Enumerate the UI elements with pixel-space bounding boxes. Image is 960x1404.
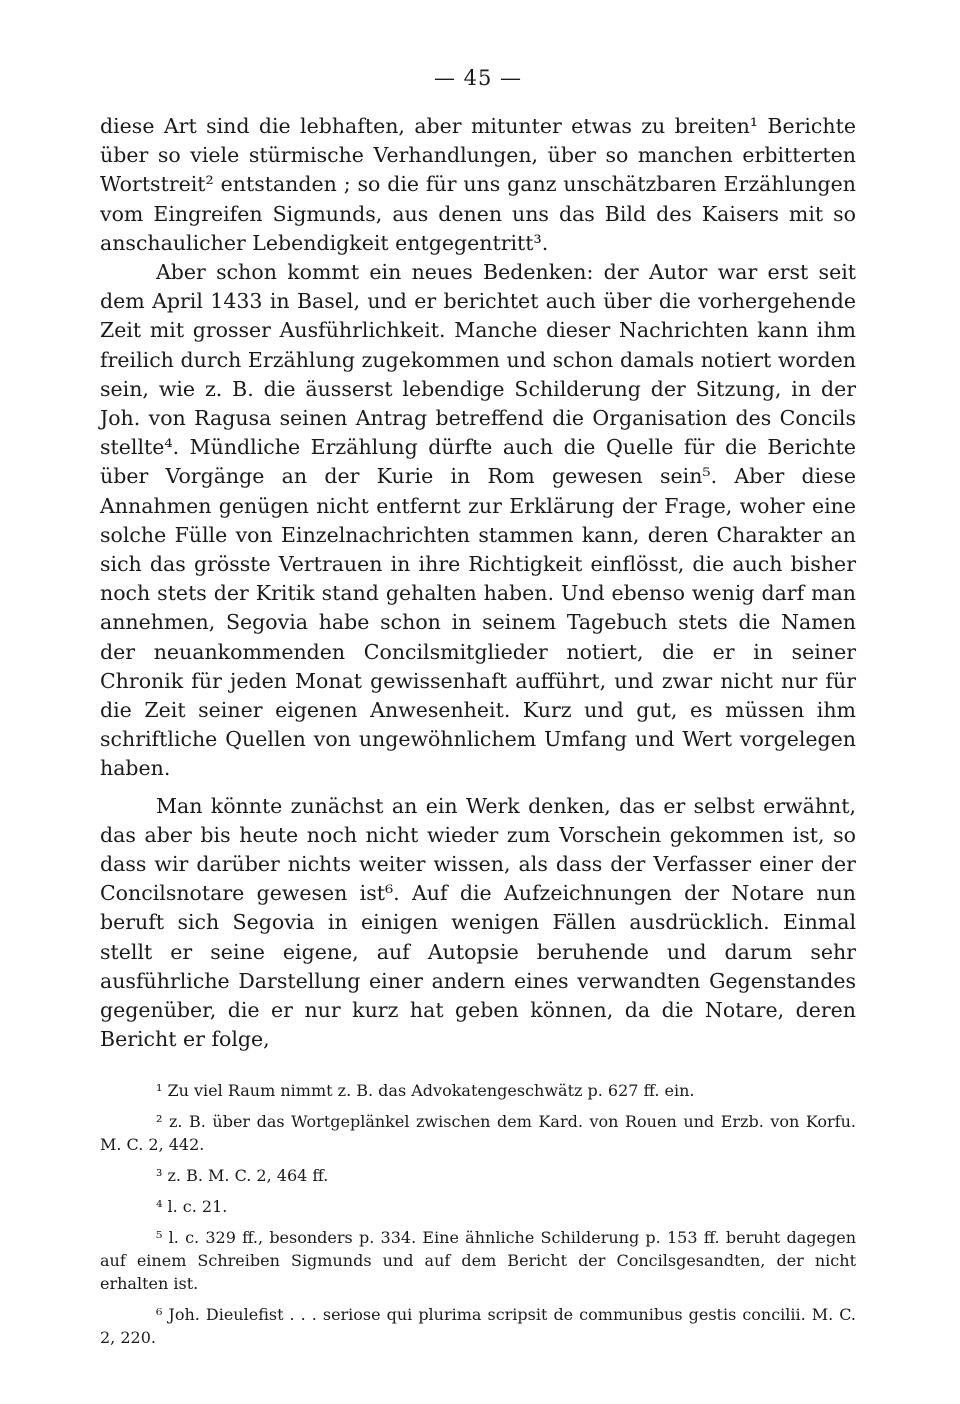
footnote-4: ⁴ l. c. 21.: [156, 1196, 228, 1216]
footnote-6: ⁶ Joh. Dieulefist . . . seriose qui plurima scripsit de communibus gestis concilii. M. C. 2, 220.: [100, 1304, 856, 1347]
footnote-1: ¹ Zu viel Raum nimmt z. B. das Advokatengeschwätz p. 627 ff. ein.: [156, 1080, 695, 1100]
footnote-2: ² z. B. über das Wortgeplänkel zwischen dem Kard. von Rouen und Erzb. von Korfu. M. C. 2, 442.: [100, 1111, 856, 1154]
body-paragraph-1: diese Art sind die lebhaften, aber mitunter etwas zu breiten¹ Berichte über so viele stürmische Verhandlungen, über so manchen erbitterten Wortstreit² entstanden ; so die für uns ganz unschätzbaren Erzählungen vom Eingreifen Sigmunds, aus denen uns das Bild des Kaisers mit so anschaulicher Lebendigkeit entgegentritt³.: [100, 114, 856, 255]
page-number: — 45 —: [433, 66, 523, 90]
footnote-5: ⁵ l. c. 329 ff., besonders p. 334. Eine ähnliche Schilderung p. 153 ff. beruht dagegen auf einem Schreiben Sigmunds und auf dem Bericht der Concilsgesandten, der nicht erhalten ist.: [100, 1227, 856, 1293]
footnote-3: ³ z. B. M. C. 2, 464 ff.: [156, 1165, 329, 1185]
body-paragraph-3: Man könnte zunächst an ein Werk denken, das er selbst erwähnt, das aber bis heute noch nicht wieder zum Vorschein gekommen ist, so dass wir darüber nichts weiter wissen, als dass der Verfasser einer der Concilsnotare gewesen ist⁶. Auf die Aufzeichnungen der Notare nun beruft sich Segovia in einigen wenigen Fällen ausdrücklich. Einmal stellt er seine eigene, auf Autopsie beruhende und darum sehr ausführliche Darstellung einer andern eines verwandten Gegenstandes gegenüber, die er nur kurz hat geben können, da die Notare, deren Bericht er folge,: [100, 793, 856, 1052]
footnotes: [100, 1079, 856, 1349]
body-paragraph-2: Aber schon kommt ein neues Bedenken: der Autor war erst seit dem April 1433 in Basel, und er berichtet auch über die vorhergehende Zeit mit grosser Ausführlichkeit. Manche dieser Nachrichten kann ihm freilich durch Erzählung zugekommen und schon damals notiert worden sein, wie z. B. die äusserst lebendige Schilderung der Sitzung, in der Joh. von Ragusa seinen Antrag betreffend die Organisation des Concils stellte⁴. Mündliche Erzählung dürfte auch die Quelle für die Berichte über Vorgänge an der Kurie in Rom gewesen sein⁵. Aber diese Annahmen genügen nicht entfernt zur Erklärung der Frage, woher eine solche Fülle von Einzelnachrichten stammen kann, deren Charakter an sich das grösste Vertrauen in ihre Richtigkeit einflösst, die auch bisher noch stets der Kritik stand gehalten haben. Und ebenso wenig darf man annehmen, Segovia habe schon in seinem Tagebuch stets die Namen der neuankommenden Concilsmitglieder notiert, die er in seiner Chronik für jeden Monat gewissenhaft aufführt, und zwar nicht nur für die Zeit seiner eigenen Anwesenheit. Kurz und gut, es müssen ihm schriftliche Quellen von ungewöhnlichem Umfang und Wert vorgelegen haben.: [100, 260, 856, 781]
page: [100, 66, 856, 1357]
